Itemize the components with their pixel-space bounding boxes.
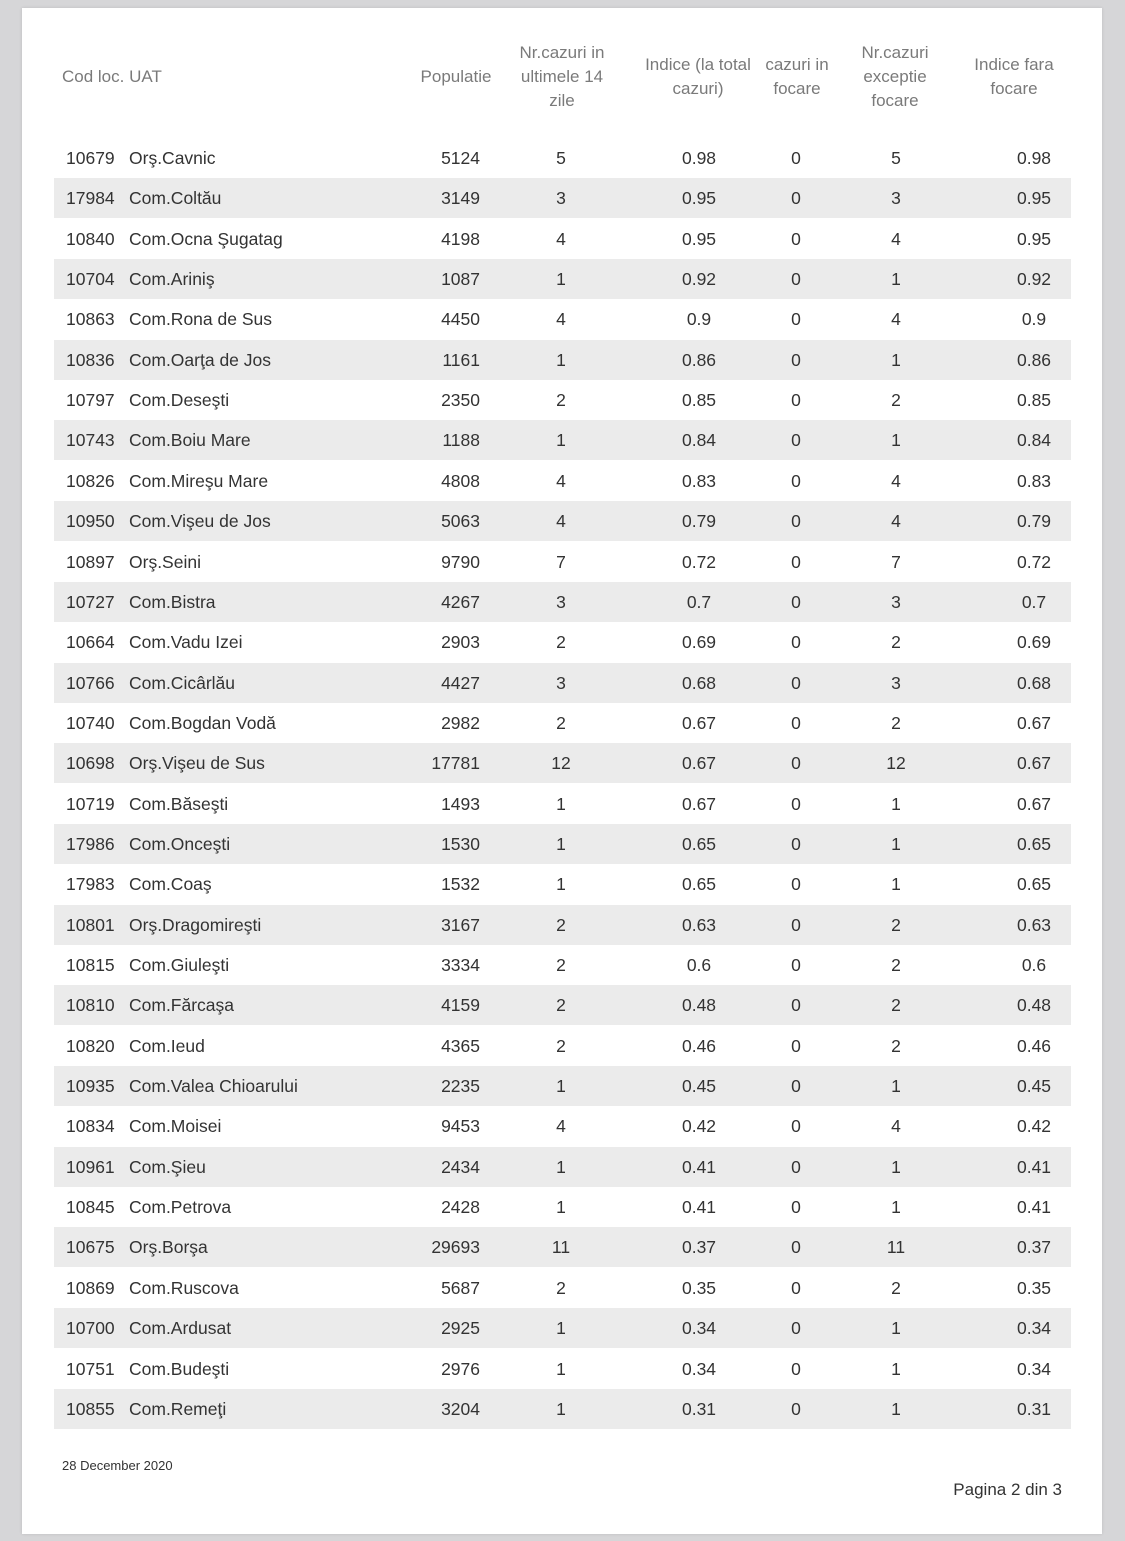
cell-indice-fara: 0.7 bbox=[1021, 591, 1047, 612]
cell-code: 10845 bbox=[66, 1197, 115, 1218]
cell-nr-cazuri-14: 12 bbox=[551, 753, 571, 774]
cell-cazuri-focare: 0 bbox=[791, 551, 801, 572]
cell-indice-total: 0.83 bbox=[681, 470, 717, 491]
cell-indice-total: 0.69 bbox=[681, 632, 717, 653]
cell-indice-fara: 0.98 bbox=[1016, 148, 1052, 168]
cell-uat-name: Com.Deseşti bbox=[129, 390, 230, 411]
cell-indice-fara: 0.41 bbox=[1016, 1156, 1052, 1177]
cell-indice-total: 0.84 bbox=[681, 430, 717, 451]
cell-cazuri-focare: 0 bbox=[791, 712, 801, 733]
table-row bbox=[54, 1389, 1071, 1429]
cell-nr-cazuri-exceptie: 4 bbox=[891, 1116, 901, 1137]
document-page bbox=[22, 8, 1102, 1534]
cell-indice-total: 0.34 bbox=[681, 1358, 717, 1379]
cell-nr-cazuri-exceptie: 1 bbox=[891, 1076, 901, 1097]
cell-populatie: 5063 bbox=[441, 511, 480, 532]
cell-uat-name: Com.Remeţi bbox=[129, 1398, 227, 1419]
cell-indice-total: 0.7 bbox=[686, 591, 712, 612]
cell-code: 10810 bbox=[66, 995, 115, 1016]
cell-populatie: 2925 bbox=[441, 1318, 480, 1339]
cell-indice-fara: 0.92 bbox=[1016, 269, 1052, 290]
cell-uat-name: Com.Ardusat bbox=[129, 1318, 232, 1339]
cell-indice-fara: 0.35 bbox=[1016, 1277, 1052, 1298]
cell-indice-total: 0.48 bbox=[681, 995, 717, 1016]
cell-indice-total: 0.65 bbox=[681, 874, 717, 895]
cell-nr-cazuri-14: 11 bbox=[551, 1237, 571, 1258]
cell-indice-fara: 0.42 bbox=[1016, 1116, 1052, 1137]
cell-cazuri-focare: 0 bbox=[791, 591, 801, 612]
cell-populatie: 4198 bbox=[441, 228, 480, 249]
cell-indice-fara: 0.6 bbox=[1021, 955, 1047, 975]
cell-populatie: 2903 bbox=[441, 632, 480, 653]
cell-cazuri-focare: 0 bbox=[791, 955, 801, 975]
cell-nr-cazuri-14: 4 bbox=[556, 309, 566, 330]
cell-nr-cazuri-14: 1 bbox=[556, 349, 566, 370]
cell-code: 10820 bbox=[66, 1035, 115, 1056]
cell-code: 10840 bbox=[66, 228, 115, 249]
cell-nr-cazuri-exceptie: 2 bbox=[891, 632, 901, 653]
cell-populatie: 29693 bbox=[431, 1237, 480, 1258]
cell-cazuri-focare: 0 bbox=[791, 148, 801, 168]
cell-indice-total: 0.6 bbox=[686, 955, 712, 975]
cell-code: 10826 bbox=[66, 470, 115, 491]
table-row bbox=[54, 1308, 1071, 1348]
cell-code: 10855 bbox=[66, 1398, 115, 1419]
cell-nr-cazuri-exceptie: 2 bbox=[891, 390, 901, 411]
cell-populatie: 1087 bbox=[441, 269, 480, 290]
cell-indice-total: 0.31 bbox=[681, 1398, 717, 1419]
cell-nr-cazuri-14: 1 bbox=[556, 1318, 566, 1339]
cell-cazuri-focare: 0 bbox=[791, 430, 801, 451]
cell-indice-fara: 0.67 bbox=[1016, 793, 1052, 814]
cell-nr-cazuri-14: 4 bbox=[556, 1116, 566, 1137]
footer-date: 28 December 2020 bbox=[62, 1458, 173, 1473]
table-row bbox=[54, 905, 1071, 945]
table-row bbox=[54, 178, 1071, 218]
cell-code: 10869 bbox=[66, 1277, 115, 1298]
cell-indice-total: 0.67 bbox=[681, 712, 717, 733]
cell-indice-total: 0.86 bbox=[681, 349, 717, 370]
cell-indice-total: 0.41 bbox=[681, 1156, 717, 1177]
table-row bbox=[54, 259, 1071, 299]
table-row bbox=[54, 1227, 1071, 1267]
cell-nr-cazuri-14: 2 bbox=[556, 914, 566, 935]
table-row bbox=[54, 1349, 1071, 1389]
cell-cazuri-focare: 0 bbox=[791, 995, 801, 1016]
cell-indice-total: 0.65 bbox=[681, 833, 717, 854]
header-populatie: Populatie bbox=[420, 67, 492, 86]
cell-cazuri-focare: 0 bbox=[791, 309, 801, 330]
cell-nr-cazuri-14: 2 bbox=[556, 1277, 566, 1298]
cell-populatie: 1188 bbox=[442, 430, 480, 451]
cell-cazuri-focare: 0 bbox=[791, 349, 801, 370]
cell-populatie: 4267 bbox=[441, 591, 480, 612]
cell-indice-total: 0.85 bbox=[681, 390, 717, 411]
cell-populatie: 3167 bbox=[441, 914, 480, 935]
cell-nr-cazuri-14: 2 bbox=[556, 955, 566, 975]
cell-nr-cazuri-exceptie: 1 bbox=[891, 1398, 901, 1419]
cell-code: 10751 bbox=[66, 1358, 115, 1379]
cell-nr-cazuri-14: 1 bbox=[556, 1358, 566, 1379]
cell-populatie: 4159 bbox=[441, 995, 480, 1016]
cell-nr-cazuri-exceptie: 1 bbox=[891, 1318, 901, 1339]
cell-cazuri-focare: 0 bbox=[791, 833, 801, 854]
cell-uat-name: Com.Vadu Izei bbox=[129, 632, 243, 653]
cell-populatie: 1161 bbox=[442, 349, 480, 370]
cell-uat-name: Com.Valea Chioarului bbox=[129, 1076, 298, 1097]
cell-nr-cazuri-exceptie: 1 bbox=[891, 349, 901, 370]
cell-uat-name: Com.Oarţa de Jos bbox=[129, 349, 271, 370]
cell-indice-fara: 0.84 bbox=[1016, 430, 1052, 451]
cell-nr-cazuri-14: 1 bbox=[556, 1076, 566, 1097]
cell-indice-fara: 0.69 bbox=[1016, 632, 1052, 653]
cell-nr-cazuri-exceptie: 3 bbox=[891, 591, 901, 612]
cell-nr-cazuri-exceptie: 2 bbox=[891, 914, 901, 935]
cell-populatie: 1530 bbox=[441, 833, 480, 854]
cell-indice-total: 0.67 bbox=[681, 753, 717, 774]
cell-uat-name: Com.Bogdan Vodă bbox=[129, 712, 276, 733]
cell-code: 17984 bbox=[66, 188, 115, 209]
cell-cazuri-focare: 0 bbox=[791, 1318, 801, 1339]
cell-code: 10834 bbox=[66, 1116, 115, 1137]
cell-indice-fara: 0.72 bbox=[1016, 551, 1052, 572]
cell-code: 10664 bbox=[66, 632, 115, 653]
cell-populatie: 1532 bbox=[441, 874, 480, 895]
cell-uat-name: Orş.Seini bbox=[129, 551, 201, 572]
cell-nr-cazuri-14: 2 bbox=[556, 995, 566, 1016]
cell-nr-cazuri-exceptie: 5 bbox=[891, 148, 901, 168]
cell-nr-cazuri-14: 1 bbox=[556, 793, 566, 814]
table-row bbox=[54, 138, 1071, 178]
cell-code: 10836 bbox=[66, 349, 115, 370]
cell-uat-name: Com.Coaş bbox=[129, 874, 212, 895]
cell-nr-cazuri-exceptie: 12 bbox=[886, 753, 906, 774]
cell-uat-name: Com.Ocna Şugatag bbox=[129, 228, 283, 249]
table-row bbox=[54, 945, 1071, 985]
cell-code: 10727 bbox=[66, 591, 115, 612]
cell-nr-cazuri-14: 1 bbox=[556, 1156, 566, 1177]
table-row bbox=[54, 663, 1071, 703]
cell-nr-cazuri-exceptie: 3 bbox=[891, 672, 901, 693]
cell-nr-cazuri-14: 2 bbox=[556, 1035, 566, 1056]
cell-cazuri-focare: 0 bbox=[791, 1035, 801, 1056]
cell-indice-fara: 0.67 bbox=[1016, 753, 1052, 774]
cell-indice-total: 0.95 bbox=[681, 228, 717, 249]
cell-nr-cazuri-exceptie: 2 bbox=[891, 712, 901, 733]
cell-cazuri-focare: 0 bbox=[791, 1197, 801, 1218]
cell-populatie: 17781 bbox=[431, 753, 480, 774]
cell-nr-cazuri-14: 4 bbox=[556, 228, 566, 249]
cell-indice-total: 0.34 bbox=[681, 1318, 717, 1339]
cell-populatie: 3204 bbox=[441, 1398, 480, 1419]
cell-nr-cazuri-14: 5 bbox=[556, 148, 566, 168]
table-row bbox=[54, 1187, 1071, 1227]
cell-populatie: 3334 bbox=[441, 955, 480, 975]
cell-cazuri-focare: 0 bbox=[791, 1358, 801, 1379]
table-row bbox=[54, 1268, 1071, 1308]
table-row bbox=[54, 501, 1071, 541]
header-cod-uat: Cod loc. UAT bbox=[62, 67, 162, 86]
cell-populatie: 5687 bbox=[441, 1277, 480, 1298]
cell-code: 10700 bbox=[66, 1318, 115, 1339]
cell-indice-total: 0.37 bbox=[681, 1237, 717, 1258]
cell-indice-fara: 0.37 bbox=[1016, 1237, 1052, 1258]
cell-populatie: 2350 bbox=[441, 390, 480, 411]
cell-populatie: 9453 bbox=[441, 1116, 480, 1137]
cell-cazuri-focare: 0 bbox=[791, 269, 801, 290]
table-row bbox=[54, 542, 1071, 582]
cell-code: 10935 bbox=[66, 1076, 115, 1097]
cell-code: 17983 bbox=[66, 874, 115, 895]
cell-cazuri-focare: 0 bbox=[791, 793, 801, 814]
cell-populatie: 2235 bbox=[441, 1076, 480, 1097]
cell-indice-total: 0.46 bbox=[681, 1035, 717, 1056]
cell-uat-name: Com.Băseşti bbox=[129, 793, 229, 814]
cell-indice-fara: 0.95 bbox=[1016, 188, 1052, 209]
cell-indice-total: 0.92 bbox=[681, 269, 717, 290]
cell-cazuri-focare: 0 bbox=[791, 874, 801, 895]
cell-populatie: 4427 bbox=[441, 672, 480, 693]
cell-indice-fara: 0.46 bbox=[1016, 1035, 1052, 1056]
cell-nr-cazuri-exceptie: 1 bbox=[891, 1358, 901, 1379]
cell-indice-total: 0.41 bbox=[681, 1197, 717, 1218]
cell-uat-name: Com.Moisei bbox=[129, 1116, 222, 1137]
cell-cazuri-focare: 0 bbox=[791, 753, 801, 774]
cell-populatie: 3149 bbox=[441, 188, 480, 209]
cell-cazuri-focare: 0 bbox=[791, 632, 801, 653]
cell-nr-cazuri-exceptie: 1 bbox=[891, 1156, 901, 1177]
cell-nr-cazuri-exceptie: 4 bbox=[891, 470, 901, 491]
cell-indice-total: 0.68 bbox=[681, 672, 717, 693]
cell-code: 10679 bbox=[66, 148, 115, 168]
cell-indice-fara: 0.67 bbox=[1016, 712, 1052, 733]
cell-nr-cazuri-exceptie: 4 bbox=[891, 228, 901, 249]
cell-code: 10815 bbox=[66, 955, 115, 975]
cell-code: 10740 bbox=[66, 712, 115, 733]
cell-cazuri-focare: 0 bbox=[791, 914, 801, 935]
table-row bbox=[54, 703, 1071, 743]
table-row bbox=[54, 1066, 1071, 1106]
cell-nr-cazuri-exceptie: 2 bbox=[891, 1035, 901, 1056]
cell-nr-cazuri-14: 2 bbox=[556, 712, 566, 733]
cell-cazuri-focare: 0 bbox=[791, 1237, 801, 1258]
cell-nr-cazuri-14: 2 bbox=[556, 390, 566, 411]
cell-uat-name: Com.Cicârlău bbox=[129, 672, 235, 693]
cell-nr-cazuri-exceptie: 4 bbox=[891, 309, 901, 330]
cell-cazuri-focare: 0 bbox=[791, 470, 801, 491]
cell-uat-name: Com.Fărcaşa bbox=[129, 995, 235, 1016]
cell-code: 10766 bbox=[66, 672, 115, 693]
cell-code: 10675 bbox=[66, 1237, 115, 1258]
cell-cazuri-focare: 0 bbox=[791, 1076, 801, 1097]
cell-populatie: 5124 bbox=[441, 148, 480, 168]
cell-cazuri-focare: 0 bbox=[791, 1156, 801, 1177]
cell-code: 10863 bbox=[66, 309, 115, 330]
table-row bbox=[54, 622, 1071, 662]
cell-populatie: 2982 bbox=[441, 712, 480, 733]
cell-code: 10719 bbox=[66, 793, 115, 814]
cell-uat-name: Orş.Cavnic bbox=[129, 148, 216, 168]
cell-cazuri-focare: 0 bbox=[791, 1116, 801, 1137]
cell-indice-fara: 0.41 bbox=[1016, 1197, 1052, 1218]
table-row bbox=[54, 219, 1071, 259]
cell-indice-total: 0.98 bbox=[681, 148, 717, 168]
table-row bbox=[54, 420, 1071, 460]
cell-uat-name: Com.Giuleşti bbox=[129, 955, 230, 975]
cell-nr-cazuri-14: 1 bbox=[556, 874, 566, 895]
cell-indice-total: 0.95 bbox=[681, 188, 717, 209]
cell-nr-cazuri-exceptie: 11 bbox=[886, 1237, 906, 1258]
cell-uat-name: Orş.Dragomireşti bbox=[129, 914, 262, 935]
cell-indice-total: 0.35 bbox=[681, 1277, 717, 1298]
cell-indice-total: 0.72 bbox=[681, 551, 717, 572]
header-indice-total: Indice (la total cazuri) bbox=[645, 55, 751, 98]
cell-uat-name: Com.Şieu bbox=[129, 1156, 206, 1177]
cell-code: 10698 bbox=[66, 753, 115, 774]
cell-indice-fara: 0.95 bbox=[1016, 228, 1052, 249]
table-row bbox=[54, 784, 1071, 824]
cell-indice-fara: 0.65 bbox=[1016, 833, 1052, 854]
cell-nr-cazuri-14: 1 bbox=[556, 1398, 566, 1419]
cell-nr-cazuri-exceptie: 1 bbox=[891, 833, 901, 854]
cell-cazuri-focare: 0 bbox=[791, 188, 801, 209]
cell-code: 10961 bbox=[66, 1156, 115, 1177]
table-row bbox=[54, 824, 1071, 864]
cell-nr-cazuri-14: 3 bbox=[556, 591, 566, 612]
table-row bbox=[54, 1026, 1071, 1066]
cell-uat-name: Com.Vişeu de Jos bbox=[129, 511, 271, 532]
table-row bbox=[54, 1147, 1071, 1187]
cell-cazuri-focare: 0 bbox=[791, 1398, 801, 1419]
cell-nr-cazuri-exceptie: 2 bbox=[891, 955, 901, 975]
cell-nr-cazuri-exceptie: 7 bbox=[891, 551, 901, 572]
table-row bbox=[54, 743, 1071, 783]
cell-uat-name: Com.Ariniş bbox=[129, 269, 215, 290]
cell-uat-name: Com.Petrova bbox=[129, 1197, 232, 1218]
cell-indice-total: 0.67 bbox=[681, 793, 717, 814]
footer-page-number: Pagina 2 din 3 bbox=[953, 1480, 1062, 1499]
cell-nr-cazuri-exceptie: 3 bbox=[891, 188, 901, 209]
cell-nr-cazuri-14: 3 bbox=[556, 672, 566, 693]
cell-nr-cazuri-14: 4 bbox=[556, 470, 566, 491]
table-row bbox=[54, 582, 1071, 622]
cell-cazuri-focare: 0 bbox=[791, 511, 801, 532]
cell-nr-cazuri-exceptie: 1 bbox=[891, 793, 901, 814]
cell-nr-cazuri-exceptie: 1 bbox=[891, 874, 901, 895]
cell-indice-fara: 0.83 bbox=[1016, 470, 1052, 491]
cell-nr-cazuri-exceptie: 4 bbox=[891, 511, 901, 532]
cell-indice-total: 0.63 bbox=[681, 914, 717, 935]
cell-uat-name: Orş.Borşa bbox=[129, 1237, 208, 1258]
cell-nr-cazuri-14: 1 bbox=[556, 269, 566, 290]
cell-populatie: 2428 bbox=[441, 1197, 480, 1218]
cell-nr-cazuri-14: 1 bbox=[556, 1197, 566, 1218]
cell-cazuri-focare: 0 bbox=[791, 672, 801, 693]
table-row bbox=[54, 299, 1071, 339]
cell-uat-name: Orş.Vişeu de Sus bbox=[129, 753, 265, 774]
cell-indice-total: 0.42 bbox=[681, 1116, 717, 1137]
cell-indice-fara: 0.31 bbox=[1016, 1398, 1052, 1419]
table-row bbox=[54, 985, 1071, 1025]
cell-indice-fara: 0.86 bbox=[1016, 349, 1052, 370]
cell-indice-fara: 0.79 bbox=[1016, 511, 1052, 532]
cell-code: 10801 bbox=[66, 914, 115, 935]
cell-nr-cazuri-14: 2 bbox=[556, 632, 566, 653]
cell-indice-fara: 0.34 bbox=[1016, 1358, 1052, 1379]
cell-nr-cazuri-exceptie: 2 bbox=[891, 995, 901, 1016]
cell-uat-name: Com.Ruscova bbox=[129, 1277, 239, 1298]
cell-code: 10950 bbox=[66, 511, 115, 532]
cell-uat-name: Com.Ieud bbox=[129, 1035, 205, 1056]
cell-populatie: 1493 bbox=[441, 793, 480, 814]
cell-uat-name: Com.Mireşu Mare bbox=[129, 470, 269, 491]
cell-nr-cazuri-exceptie: 1 bbox=[891, 430, 901, 451]
cell-code: 17986 bbox=[66, 833, 115, 854]
cell-indice-fara: 0.85 bbox=[1016, 390, 1052, 411]
cell-code: 10704 bbox=[66, 269, 115, 290]
cell-cazuri-focare: 0 bbox=[791, 390, 801, 411]
cell-indice-fara: 0.68 bbox=[1016, 672, 1052, 693]
cell-uat-name: Com.Budeşti bbox=[129, 1358, 230, 1379]
cell-indice-fara: 0.45 bbox=[1016, 1076, 1052, 1097]
cell-populatie: 4450 bbox=[441, 309, 480, 330]
cell-code: 10797 bbox=[66, 390, 115, 411]
cell-indice-total: 0.45 bbox=[681, 1076, 717, 1097]
cell-uat-name: Com.Bistra bbox=[129, 591, 216, 612]
cell-uat-name: Com.Boiu Mare bbox=[129, 430, 251, 451]
cell-populatie: 4808 bbox=[441, 470, 480, 491]
cell-indice-fara: 0.65 bbox=[1016, 874, 1052, 895]
cell-nr-cazuri-14: 3 bbox=[556, 188, 566, 209]
header-cazuri-focare: cazuri in focare bbox=[765, 55, 829, 98]
header-nr-cazuri-14: Nr.cazuri in ultimele 14 zile bbox=[519, 43, 605, 110]
cell-code: 10743 bbox=[66, 430, 115, 451]
cell-nr-cazuri-14: 4 bbox=[556, 511, 566, 532]
cell-nr-cazuri-exceptie: 1 bbox=[891, 269, 901, 290]
cell-indice-total: 0.9 bbox=[686, 309, 712, 330]
table-row bbox=[54, 864, 1071, 904]
cell-nr-cazuri-exceptie: 2 bbox=[891, 1277, 901, 1298]
cell-indice-fara: 0.34 bbox=[1016, 1318, 1052, 1339]
table-row bbox=[54, 1106, 1071, 1146]
cell-indice-fara: 0.63 bbox=[1016, 914, 1052, 935]
header-indice-fara: Indice fara focare bbox=[974, 55, 1054, 98]
cell-populatie: 2434 bbox=[441, 1156, 480, 1177]
cell-nr-cazuri-14: 1 bbox=[556, 833, 566, 854]
table-row bbox=[54, 380, 1071, 420]
cell-cazuri-focare: 0 bbox=[791, 1277, 801, 1298]
cell-indice-fara: 0.48 bbox=[1016, 995, 1052, 1016]
cell-populatie: 2976 bbox=[441, 1358, 480, 1379]
cell-cazuri-focare: 0 bbox=[791, 228, 801, 249]
cell-indice-total: 0.79 bbox=[681, 511, 717, 532]
header-nr-cazuri-exceptie: Nr.cazuri exceptie focare bbox=[861, 43, 929, 110]
cell-nr-cazuri-14: 1 bbox=[556, 430, 566, 451]
cell-indice-fara: 0.9 bbox=[1021, 309, 1047, 330]
cell-uat-name: Com.Coltău bbox=[129, 188, 222, 209]
cell-code: 10897 bbox=[66, 551, 115, 572]
cell-nr-cazuri-exceptie: 1 bbox=[891, 1197, 901, 1218]
cell-uat-name: Com.Onceşti bbox=[129, 833, 231, 854]
cell-uat-name: Com.Rona de Sus bbox=[129, 309, 272, 330]
cell-populatie: 4365 bbox=[441, 1035, 480, 1056]
table-row bbox=[54, 461, 1071, 501]
cell-nr-cazuri-14: 7 bbox=[556, 551, 566, 572]
cell-populatie: 9790 bbox=[441, 551, 480, 572]
table-row bbox=[54, 340, 1071, 380]
